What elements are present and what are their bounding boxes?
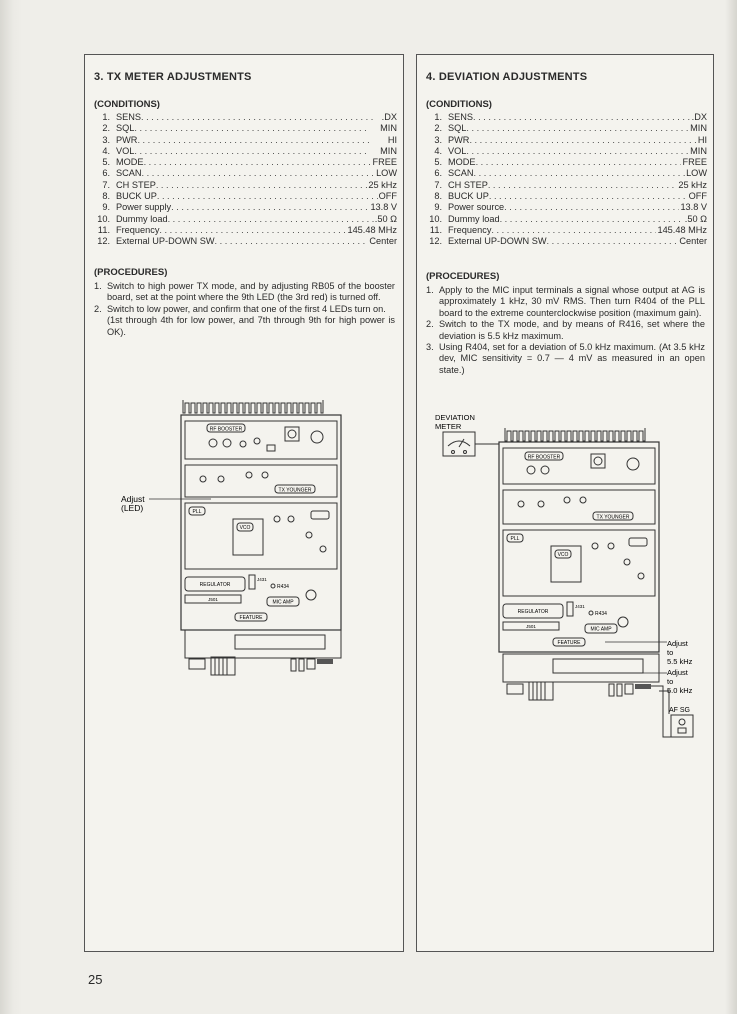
procedure-number: 1. bbox=[94, 281, 102, 291]
condition-number: 7. bbox=[434, 179, 442, 190]
condition-row bbox=[426, 225, 707, 236]
regulator-label: REGULATOR bbox=[517, 609, 549, 615]
condition-value: 13.8 V bbox=[680, 202, 707, 213]
procedure-step bbox=[94, 315, 395, 338]
pll-label: PLL bbox=[510, 536, 520, 542]
condition-row bbox=[94, 112, 397, 123]
conditions-heading: (CONDITIONS) bbox=[426, 99, 492, 110]
leader-dots bbox=[474, 168, 686, 179]
leader-dots bbox=[504, 202, 679, 213]
procedure-number: 2. bbox=[94, 303, 102, 314]
condition-row bbox=[426, 112, 707, 123]
procedures-list bbox=[94, 281, 395, 338]
mic-amp-label: MIC AMP bbox=[590, 626, 612, 633]
procedure-step bbox=[94, 281, 395, 304]
adjust-label-1: Adjust bbox=[667, 639, 688, 648]
condition-row bbox=[94, 168, 397, 179]
procedure-number: 3. bbox=[426, 342, 434, 353]
condition-value: 25 kHz bbox=[368, 179, 397, 190]
deviation-section bbox=[416, 54, 714, 952]
condition-row bbox=[94, 135, 397, 146]
condition-value: LOW bbox=[686, 168, 707, 179]
procedure-number bbox=[94, 315, 107, 338]
r434-label: R434 bbox=[277, 584, 289, 590]
condition-value: Center bbox=[679, 236, 707, 247]
condition-value: HI bbox=[697, 134, 707, 145]
conditions-list bbox=[94, 112, 397, 248]
regulator-label: REGULATOR bbox=[199, 582, 231, 588]
condition-value: FREE bbox=[372, 157, 397, 168]
condition-name: Dummy load bbox=[116, 213, 168, 224]
leader-dots bbox=[466, 123, 689, 134]
leader-dots bbox=[171, 202, 369, 213]
feature-label: FEATURE bbox=[239, 615, 263, 621]
condition-number: 3. bbox=[434, 134, 442, 145]
meter-label-line2: METER bbox=[435, 422, 462, 431]
condition-row bbox=[94, 225, 397, 236]
condition-row bbox=[94, 123, 397, 134]
leader-dots bbox=[157, 191, 378, 202]
condition-row bbox=[94, 191, 397, 202]
condition-row bbox=[426, 168, 707, 179]
condition-name: SQL bbox=[116, 123, 135, 134]
adjust-value-2: 5.0 kHz bbox=[667, 686, 693, 695]
condition-value: Center bbox=[369, 236, 397, 247]
leader-dots bbox=[134, 123, 379, 134]
leader-dots bbox=[134, 146, 379, 157]
condition-number: 2. bbox=[102, 123, 110, 134]
condition-number: 11. bbox=[97, 224, 110, 235]
condition-row bbox=[94, 180, 397, 191]
leader-dots bbox=[142, 168, 376, 179]
leader-dots bbox=[168, 214, 374, 225]
leader-dots bbox=[159, 225, 346, 236]
procedure-number: 2. bbox=[426, 319, 434, 330]
condition-number: 4. bbox=[102, 145, 110, 156]
condition-number: 9. bbox=[102, 202, 110, 213]
condition-number: 6. bbox=[102, 168, 110, 179]
procedure-text: (1st through 4th for low power, and 7th through 9th for high power is OK). bbox=[107, 315, 395, 337]
condition-number: 9. bbox=[434, 202, 442, 213]
condition-row bbox=[426, 191, 707, 202]
condition-row bbox=[426, 123, 707, 134]
meter-label-line1: DEVIATION bbox=[435, 413, 475, 422]
condition-name: External UP-DOWN SW bbox=[448, 236, 547, 247]
leader-dots bbox=[476, 157, 682, 168]
condition-row bbox=[426, 236, 707, 247]
vco-label: VCO bbox=[239, 525, 251, 531]
condition-value: MIN bbox=[380, 123, 397, 134]
vco-label: VCO bbox=[557, 552, 569, 558]
j431-label: J431 bbox=[575, 604, 585, 609]
j501-label: J501 bbox=[526, 624, 536, 629]
page-number: 25 bbox=[88, 972, 103, 987]
condition-row bbox=[94, 236, 397, 247]
procedure-text: Using R404, set for a deviation of 5.0 kHz maximum. (At 3.5 kHz dev, MIC sensitivity = 0.7 — 4 mV as measured in an open state.) bbox=[439, 342, 705, 375]
condition-name: MODE bbox=[448, 157, 476, 168]
conditions-list bbox=[426, 112, 707, 248]
condition-name: SCAN bbox=[116, 168, 142, 179]
condition-name: VOL bbox=[448, 145, 467, 156]
deviation-setup-diagram bbox=[417, 410, 715, 740]
leader-dots bbox=[469, 135, 696, 146]
condition-row bbox=[94, 202, 397, 213]
condition-value: 25 kHz bbox=[678, 179, 707, 190]
condition-value: OFF bbox=[688, 191, 707, 202]
condition-value: MIN bbox=[690, 123, 707, 134]
af-signal-generator bbox=[671, 715, 693, 737]
condition-value: OFF bbox=[378, 191, 397, 202]
condition-name: CH STEP bbox=[448, 179, 488, 190]
procedure-step bbox=[426, 342, 705, 376]
condition-name: PWR bbox=[116, 134, 138, 145]
radio-board-diagram bbox=[85, 395, 405, 715]
leader-dots bbox=[547, 236, 679, 247]
adjust-to-2: to bbox=[667, 677, 674, 686]
procedure-step bbox=[426, 285, 705, 319]
condition-number: 12. bbox=[429, 236, 442, 247]
condition-value: .50 Ω bbox=[374, 213, 397, 224]
condition-name: BUCK UP bbox=[448, 191, 489, 202]
condition-number: 4. bbox=[434, 145, 442, 156]
condition-name: Power source bbox=[448, 202, 505, 213]
procedures-heading: (PROCEDURES) bbox=[94, 267, 168, 278]
condition-name: MODE bbox=[116, 157, 144, 168]
condition-row bbox=[426, 146, 707, 157]
condition-value: 145.48 MHz bbox=[347, 224, 397, 235]
procedure-text: Switch to low power, and confirm that one of the first 4 LEDs turn on. bbox=[107, 303, 386, 314]
condition-row bbox=[426, 202, 707, 213]
condition-name: SENS bbox=[116, 112, 142, 122]
condition-number: 8. bbox=[102, 191, 110, 202]
leader-dots bbox=[215, 236, 369, 247]
condition-name: BUCK UP bbox=[116, 191, 157, 202]
feature-label: FEATURE bbox=[557, 640, 581, 646]
condition-number: 7. bbox=[102, 179, 110, 190]
paper-right-edge bbox=[725, 0, 737, 1014]
mic-amp-label: MIC AMP bbox=[272, 599, 294, 606]
procedures-list bbox=[426, 285, 705, 376]
conditions-heading: (CONDITIONS) bbox=[94, 99, 160, 110]
condition-value: FREE bbox=[682, 157, 707, 168]
condition-number: 5. bbox=[102, 157, 110, 168]
rf-booster-label: RF BOOSTER bbox=[209, 426, 243, 433]
condition-number: 8. bbox=[434, 191, 442, 202]
pll-label: PLL bbox=[192, 509, 202, 515]
condition-name: Power supply bbox=[116, 202, 172, 213]
leader-dots bbox=[488, 180, 678, 191]
condition-name: Frequency bbox=[116, 224, 160, 235]
condition-row bbox=[426, 180, 707, 191]
leader-dots bbox=[500, 214, 684, 225]
condition-row bbox=[426, 157, 707, 168]
condition-row bbox=[94, 146, 397, 157]
procedure-text: Switch to high power TX mode, and by adjusting RB05 of the booster board, set at the point where the 9th LED (the 3rd red) is turned off. bbox=[107, 281, 395, 303]
procedure-step bbox=[426, 319, 705, 342]
tx-younger-label: TX YOUNGER bbox=[596, 514, 630, 521]
procedure-step bbox=[94, 304, 395, 315]
condition-name: Dummy load bbox=[448, 213, 500, 224]
condition-number: 10. bbox=[429, 213, 442, 224]
af-sg-label: AF SG bbox=[669, 707, 691, 714]
condition-name: CH STEP bbox=[116, 179, 156, 190]
leader-dots bbox=[141, 112, 381, 123]
condition-value: .50 Ω bbox=[684, 213, 707, 224]
condition-name: PWR bbox=[448, 134, 470, 145]
condition-number: 2. bbox=[434, 123, 442, 134]
r434-label: R434 bbox=[595, 611, 607, 617]
condition-value: 13.8 V bbox=[370, 202, 397, 213]
adjust-label: Adjust bbox=[121, 494, 145, 504]
condition-name: SQL bbox=[448, 123, 467, 134]
tx-younger-label: TX YOUNGER bbox=[278, 487, 312, 494]
condition-number: 1. bbox=[102, 112, 110, 122]
condition-row bbox=[426, 135, 707, 146]
tx-meter-section bbox=[84, 54, 404, 952]
condition-number: 1. bbox=[434, 112, 442, 122]
leader-dots bbox=[137, 135, 386, 146]
rf-booster-label: RF BOOSTER bbox=[527, 454, 561, 461]
condition-value: LOW bbox=[376, 168, 397, 179]
deviation-meter bbox=[443, 432, 475, 456]
condition-value: MIN bbox=[380, 145, 397, 156]
leader-dots bbox=[144, 157, 372, 168]
adjust-to-1: to bbox=[667, 648, 674, 657]
adjust-sub-label: (LED) bbox=[121, 503, 144, 513]
condition-name: Frequency bbox=[448, 224, 492, 235]
condition-name: SENS bbox=[448, 112, 474, 122]
condition-number: 12. bbox=[97, 236, 110, 247]
condition-number: 6. bbox=[434, 168, 442, 179]
procedure-text: Switch to the TX mode, and by means of R416, set where the deviation is 5.5 kHz maximum. bbox=[439, 319, 705, 341]
adjust-value-1: 5.5 kHz bbox=[667, 657, 693, 666]
condition-name: VOL bbox=[116, 145, 135, 156]
procedure-text: Apply to the MIC input terminals a signal whose output at AG is approximately 1 kHz, 30 mV RMS. Then turn R404 of the PLL board to the extreme counterclockwise position (maximum gain). bbox=[439, 285, 705, 318]
j431-label: J431 bbox=[257, 577, 267, 582]
section-title: 4. DEVIATION ADJUSTMENTS bbox=[426, 71, 588, 83]
condition-number: 11. bbox=[429, 224, 442, 235]
adjust-label-2: Adjust bbox=[667, 668, 688, 677]
condition-row bbox=[94, 214, 397, 225]
procedure-number: 1. bbox=[426, 285, 434, 295]
condition-value: MIN bbox=[690, 145, 707, 156]
section-title: 3. TX METER ADJUSTMENTS bbox=[94, 71, 252, 83]
condition-value: .DX bbox=[381, 112, 397, 122]
procedures-heading: (PROCEDURES) bbox=[426, 271, 500, 282]
leader-dots bbox=[473, 112, 691, 123]
leader-dots bbox=[466, 146, 689, 157]
paper-binding-edge bbox=[0, 0, 22, 1014]
condition-value: 145.48 MHz bbox=[657, 224, 707, 235]
condition-number: 5. bbox=[434, 157, 442, 168]
condition-number: 3. bbox=[102, 134, 110, 145]
condition-number: 10. bbox=[97, 213, 110, 224]
j501-label: J501 bbox=[208, 597, 218, 602]
condition-name: External UP-DOWN SW bbox=[116, 236, 215, 247]
condition-value: HI bbox=[387, 134, 397, 145]
condition-name: SCAN bbox=[448, 168, 474, 179]
leader-dots bbox=[156, 180, 368, 191]
condition-value: .DX bbox=[691, 112, 707, 122]
condition-row bbox=[94, 157, 397, 168]
leader-dots bbox=[489, 191, 688, 202]
condition-row bbox=[426, 214, 707, 225]
leader-dots bbox=[491, 225, 656, 236]
